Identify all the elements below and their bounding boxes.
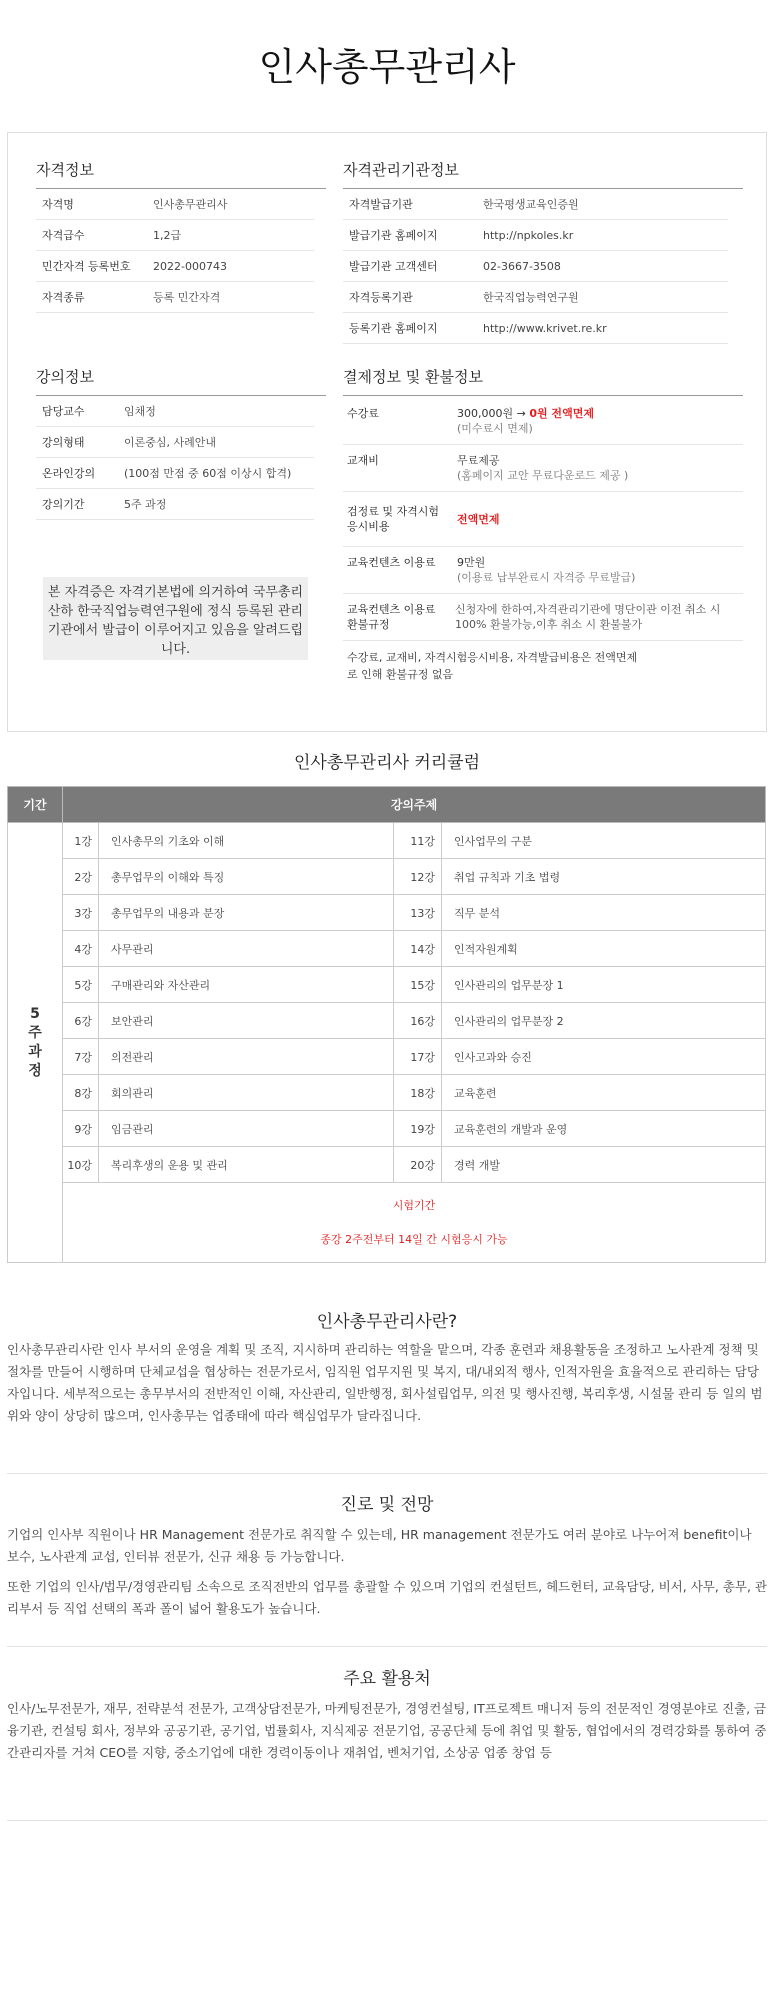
curriculum-table xyxy=(7,786,766,1263)
divider xyxy=(7,1820,767,1821)
content-fee-note: (이용료 납부완료시 자격증 무료발급) xyxy=(457,571,636,584)
curriculum-row xyxy=(8,967,766,1003)
lesson-topic: 회의관리 xyxy=(99,1075,394,1111)
about-text: 인사총무관리사란 인사 부서의 운영을 계획 및 조직, 지시하며 관리하는 역할을 맡으며, 각종 훈련과 채용활동을 조정하고 노사관계 정책 및 절차를 만들어 시행하며 단체교섭을 협상하는 전문가로서, 임직원 업무지원 및 복지, 대/내외적 행사, 인적자원을 효율적으로 관리하는 담당자입니다. 세부적으로는 총무부서의 전반적인 이해, 자산관리, 일반행정, 회사설립업무, 의전 및 행사진행, 복리후생, 시설물 관리 등 일의 범위와 양이 상당히 많으며, 인사총무는 업종태에 따라 핵심업무가 달라집니다. xyxy=(7,1342,763,1423)
exam-period-text: 종강 2주전부터 14일 간 시험응시 가능 xyxy=(320,1232,508,1246)
qualification-info-heading: 자격정보 xyxy=(36,159,326,189)
period-text: 5주 과정 xyxy=(28,1005,42,1079)
lesson-number: 2강 xyxy=(63,859,99,895)
fee-row xyxy=(343,396,743,445)
payment-info-heading: 결제정보 및 환불정보 xyxy=(343,366,743,396)
qualification-row xyxy=(36,189,314,220)
lesson-number: 3강 xyxy=(63,895,99,931)
material-label: 교재비 xyxy=(347,454,379,467)
lesson-number: 16강 xyxy=(394,1003,442,1039)
qualification-row xyxy=(36,251,314,282)
curriculum-row xyxy=(8,1003,766,1039)
lesson-number: 15강 xyxy=(394,967,442,1003)
content-fee-value: 9만원 xyxy=(457,556,486,569)
agency-label: 발급기관 홈페이지 xyxy=(349,229,438,242)
agency-row xyxy=(343,313,728,344)
qualification-label: 민간자격 등록번호 xyxy=(42,260,131,273)
exam-fee-value: 전액면제 xyxy=(457,512,500,526)
agency-info-section xyxy=(343,159,743,344)
lesson-number: 4강 xyxy=(63,931,99,967)
lesson-number: 18강 xyxy=(394,1075,442,1111)
lesson-number: 11강 xyxy=(394,823,442,859)
lecture-row xyxy=(36,489,314,520)
fee-label: 수강료 xyxy=(347,407,379,420)
lecture-value: 임채정 xyxy=(124,405,156,418)
qualification-value: 2022-000743 xyxy=(153,259,227,273)
lesson-number: 13강 xyxy=(394,895,442,931)
qualification-row xyxy=(36,220,314,251)
agency-value: 한국직업능력연구원 xyxy=(483,291,579,304)
divider xyxy=(7,1473,767,1474)
material-row xyxy=(343,445,743,492)
lecture-info-heading: 강의정보 xyxy=(36,366,326,396)
exam-fee-label: 검정료 및 자격시험 응시비용 xyxy=(347,505,440,533)
lesson-number: 1강 xyxy=(63,823,99,859)
lesson-topic: 인사업무의 구분 xyxy=(442,823,766,859)
period-header: 기간 xyxy=(8,787,63,823)
exam-fee-row xyxy=(343,492,743,547)
curriculum-row xyxy=(8,1075,766,1111)
usage-text: 인사/노무전문가, 재무, 전략분석 전문가, 고객상담전문가, 마케팅전문가, 경영컨설팅, IT프로젝트 매니저 등의 전문적인 경영분야로 진출, 금융기관, 컨설팅 회사, 정부와 공공기관, 공기업, 법률회사, 지식제공 전문기업, 공공단체 등에 취업 및 활동, 협업에서의 경력강화를 통하여 중간관리자를 거쳐 CEO를 지향, 중소기업에 대한 경력이동이나 재취업, 벤처기업, 소상공 업종 창업 등 xyxy=(7,1701,767,1760)
refund-row xyxy=(343,594,743,641)
lesson-number: 17강 xyxy=(394,1039,442,1075)
lecture-label: 강의형태 xyxy=(42,436,85,449)
agency-label: 자격발급기관 xyxy=(349,198,413,211)
fee-note: (미수료시 면제) xyxy=(457,422,533,435)
qualification-value: 등록 민간자격 xyxy=(153,291,221,304)
lecture-label: 강의기간 xyxy=(42,498,85,511)
qualification-row xyxy=(36,282,314,313)
lecture-value: 5주 과정 xyxy=(124,498,167,511)
material-value: 무료제공 xyxy=(457,454,500,467)
exam-period-row xyxy=(8,1183,766,1263)
lesson-topic: 사무관리 xyxy=(99,931,394,967)
lesson-number: 8강 xyxy=(63,1075,99,1111)
agency-value: http://www.krivet.re.kr xyxy=(483,321,607,335)
lesson-topic: 인사고과와 승진 xyxy=(442,1039,766,1075)
lesson-number: 19강 xyxy=(394,1111,442,1147)
info-box xyxy=(7,132,767,732)
agency-value: http://npkoles.kr xyxy=(483,228,574,242)
curriculum-row xyxy=(8,1111,766,1147)
lecture-label: 담당교수 xyxy=(42,405,85,418)
lesson-topic: 취업 규칙과 기초 법령 xyxy=(442,859,766,895)
topic-header: 강의주제 xyxy=(63,787,766,823)
agency-value: 02-3667-3508 xyxy=(483,259,561,273)
lecture-value: 이론중심, 사례안내 xyxy=(124,436,217,449)
curriculum-title: 인사총무관리사 커리큘럼 xyxy=(293,753,481,773)
lesson-topic: 총무업무의 내용과 분장 xyxy=(99,895,394,931)
lesson-number: 14강 xyxy=(394,931,442,967)
exam-period-cell xyxy=(63,1183,766,1263)
agency-row xyxy=(343,220,728,251)
lecture-value: (100점 만점 중 60점 이상시 합격) xyxy=(124,467,292,480)
lesson-topic: 임금관리 xyxy=(99,1111,394,1147)
fee-original: 300,000원 → xyxy=(457,407,526,420)
curriculum-row xyxy=(8,1039,766,1075)
qualification-label: 자격급수 xyxy=(42,229,85,242)
exam-period-title: 시험기간 xyxy=(392,1198,436,1212)
qualification-value: 1,2급 xyxy=(153,229,182,242)
lesson-topic: 총무업무의 이해와 특징 xyxy=(99,859,394,895)
lesson-number: 20강 xyxy=(394,1147,442,1183)
refund-label: 교육컨텐츠 이용료 환불규정 xyxy=(347,603,436,631)
career-text-2: 또한 기업의 인사/법무/경영관리팀 소속으로 조직전반의 업무를 총괄할 수 있으며 기업의 컨설턴트, 헤드헌터, 교육담당, 비서, 사무, 총무, 관리부서 등 직업 선택의 폭과 폴이 넓어 활용도가 높습니다. xyxy=(7,1579,767,1616)
agency-row xyxy=(343,282,728,313)
lesson-topic: 구매관리와 자산관리 xyxy=(99,967,394,1003)
agency-label: 발급기관 고객센터 xyxy=(349,260,438,273)
lesson-topic: 인사관리의 업무분장 1 xyxy=(442,967,766,1003)
qualification-value: 인사총무관리사 xyxy=(153,198,228,211)
lesson-topic: 의전관리 xyxy=(99,1039,394,1075)
agency-label: 자격등록기관 xyxy=(349,291,413,304)
lesson-topic: 복리후생의 운용 및 관리 xyxy=(99,1147,394,1183)
lesson-topic: 인사관리의 업무분장 2 xyxy=(442,1003,766,1039)
curriculum-row xyxy=(8,895,766,931)
content-fee-label: 교육컨텐츠 이용료 xyxy=(347,556,436,569)
agency-info-heading: 자격관리기관정보 xyxy=(343,159,743,189)
content-fee-row xyxy=(343,547,743,594)
curriculum-row xyxy=(8,1147,766,1183)
qualification-label: 자격종류 xyxy=(42,291,85,304)
lecture-row xyxy=(36,427,314,458)
fee-free: 0원 전액면제 xyxy=(529,407,594,420)
lesson-topic: 교육훈련 xyxy=(442,1075,766,1111)
usage-title: 주요 활용처 xyxy=(343,1669,431,1689)
curriculum-row xyxy=(8,859,766,895)
lecture-row xyxy=(36,396,314,427)
agency-value: 한국평생교육인증원 xyxy=(483,198,579,211)
lesson-topic: 인사총무의 기초와 이해 xyxy=(99,823,394,859)
payment-info-section xyxy=(343,366,743,691)
lesson-topic: 교육훈련의 개발과 운영 xyxy=(442,1111,766,1147)
lesson-topic: 경력 개발 xyxy=(442,1147,766,1183)
agency-row xyxy=(343,251,728,282)
lesson-number: 9강 xyxy=(63,1111,99,1147)
lesson-number: 5강 xyxy=(63,967,99,1003)
qualification-info-section xyxy=(36,159,326,313)
lesson-number: 7강 xyxy=(63,1039,99,1075)
period-cell xyxy=(8,823,63,1263)
agency-row xyxy=(343,189,728,220)
agency-label: 등록기관 홈페이지 xyxy=(349,322,438,335)
material-note: (홈페이지 교안 무료다운로드 제공 ) xyxy=(457,469,629,482)
career-text-1: 기업의 인사부 직원이나 HR Management 전문가로 취직할 수 있는데, HR management 전문가도 여러 분야로 나누어져 benefit이나 보수, 노사관계 교섭, 인터뷰 전문가, 신규 채용 등 가능합니다. xyxy=(7,1527,752,1564)
qualification-label: 자격명 xyxy=(42,198,74,211)
refund-footer: 수강료, 교재비, 자격시험응시비용, 자격발급비용은 전액면제로 인해 환불규정 없음 xyxy=(347,651,638,681)
lesson-number: 6강 xyxy=(63,1003,99,1039)
about-title: 인사총무관리사란? xyxy=(316,1312,458,1332)
curriculum-row xyxy=(8,823,766,859)
lecture-row xyxy=(36,458,314,489)
lesson-topic: 직무 분석 xyxy=(442,895,766,931)
lesson-number: 12강 xyxy=(394,859,442,895)
lesson-topic: 인적자원계획 xyxy=(442,931,766,967)
lesson-topic: 보안관리 xyxy=(99,1003,394,1039)
page-title: 인사총무관리사 xyxy=(258,45,516,89)
career-title: 진로 및 전망 xyxy=(340,1495,434,1515)
divider xyxy=(7,1646,767,1647)
refund-value: 신청자에 한하여,자격관리기관에 명단이관 이전 취소 시 100% 환불가능,이후 취소 시 환불불가 xyxy=(455,603,721,631)
curriculum-row xyxy=(8,931,766,967)
certificate-notice: 본 자격증은 자격기본법에 의거하여 국무총리산하 한국직업능력연구원에 정식 등록된 관리기관에서 발급이 이루어지고 있음을 알려드립니다. xyxy=(43,577,308,660)
lecture-info-section xyxy=(36,366,326,520)
lecture-label: 온라인강의 xyxy=(42,467,96,480)
lesson-number: 10강 xyxy=(63,1147,99,1183)
